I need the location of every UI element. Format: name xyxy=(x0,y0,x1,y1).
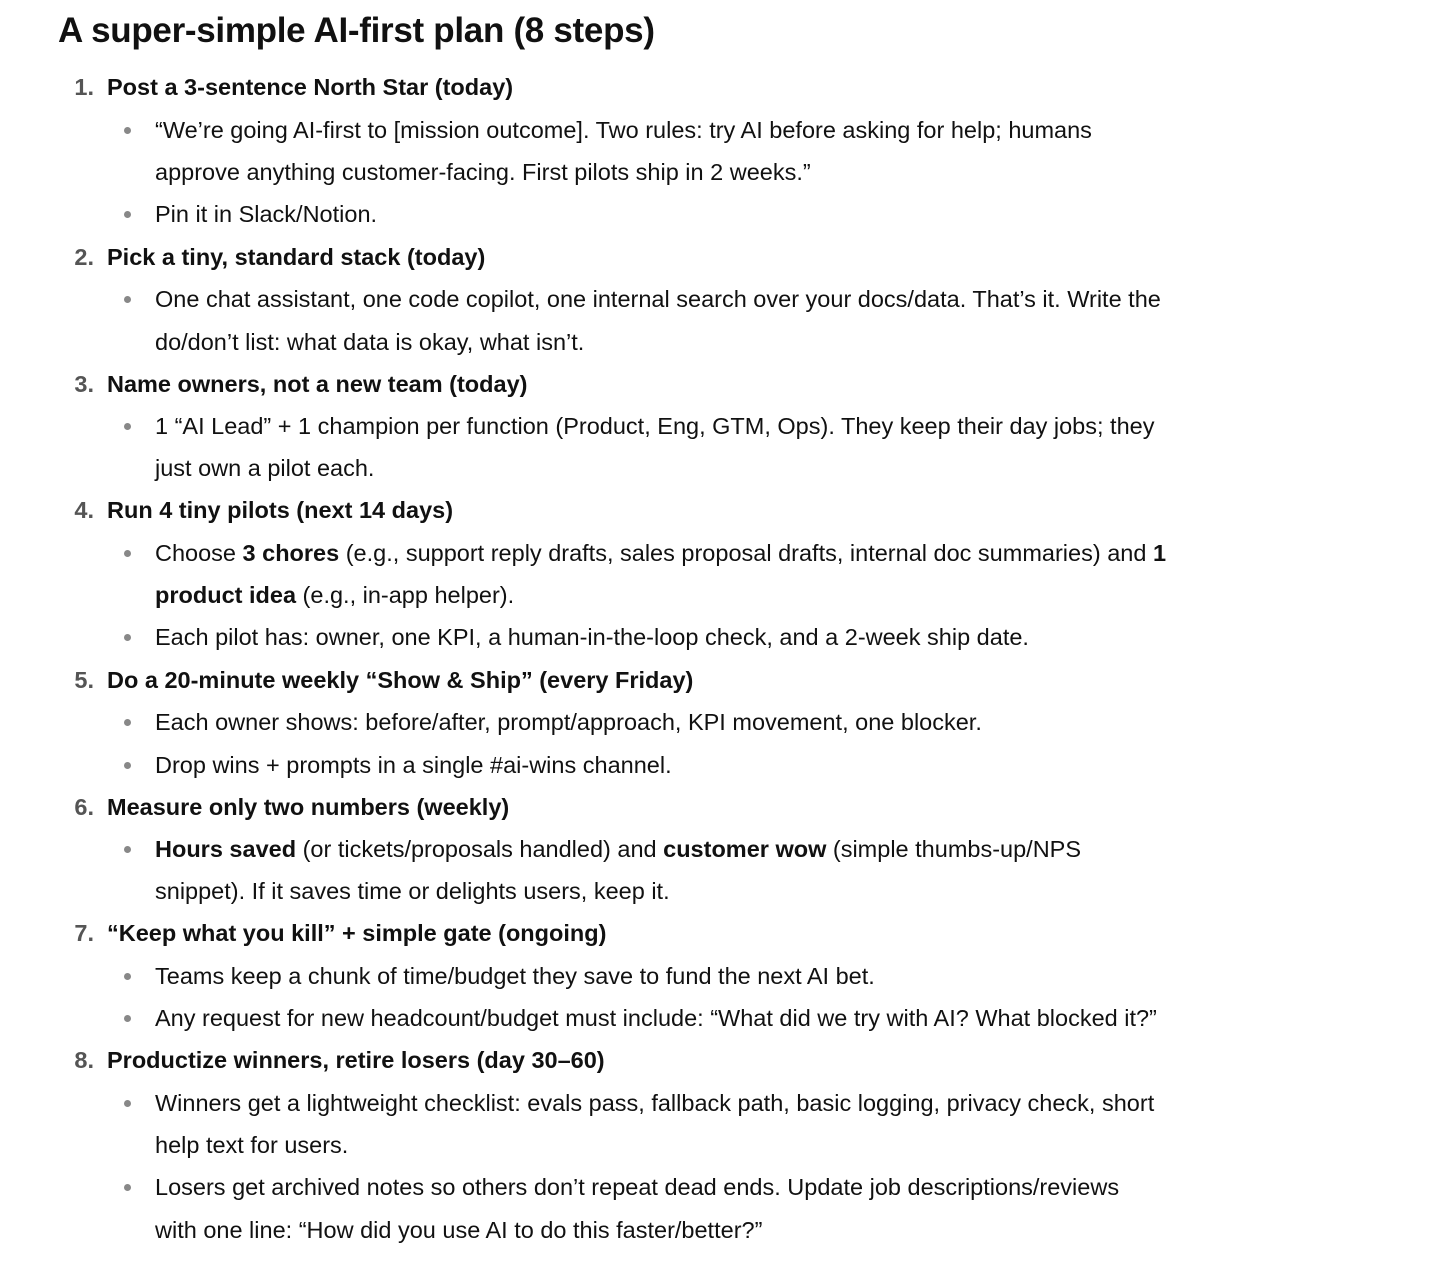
bullet-line: with one line: “How did you use AI to do this faster/better?” xyxy=(155,1217,763,1243)
bullet-icon xyxy=(124,1184,131,1191)
step-title: “Keep what you kill” + simple gate (ongoing) xyxy=(107,920,607,946)
bullet-line: Any request for new headcount/budget must include: “What did we try with AI? What blocked it?” xyxy=(155,1005,1157,1031)
bullet-line: snippet). If it saves time or delights users, keep it. xyxy=(155,878,670,904)
bullet-icon xyxy=(124,719,131,726)
bullet-icon xyxy=(124,1100,131,1107)
bullet-icon xyxy=(124,211,131,218)
bullet-line: One chat assistant, one code copilot, one internal search over your docs/data. That’s it. Write the xyxy=(155,286,1161,312)
step-title: Measure only two numbers (weekly) xyxy=(107,794,510,820)
step-number: 7. xyxy=(74,920,94,946)
step-number: 1. xyxy=(74,74,94,100)
bullet-icon xyxy=(124,973,131,980)
bullet-line: Pin it in Slack/Notion. xyxy=(155,201,378,227)
bullet-line: Losers get archived notes so others don’t repeat dead ends. Update job descriptions/reviews xyxy=(155,1174,1120,1200)
bullet-icon xyxy=(124,762,131,769)
bullet-line: do/don’t list: what data is okay, what isn’t. xyxy=(155,329,585,355)
step-number: 2. xyxy=(74,244,94,270)
bullet-icon xyxy=(124,550,131,557)
step-title: Post a 3-sentence North Star (today) xyxy=(107,74,514,100)
bullet-icon xyxy=(124,423,131,430)
bullet-line: just own a pilot each. xyxy=(155,455,375,481)
step-title: Name owners, not a new team (today) xyxy=(107,371,528,397)
bullet-icon xyxy=(124,634,131,641)
step-number: 8. xyxy=(74,1047,94,1073)
bullet-line: Each pilot has: owner, one KPI, a human-in-the-loop check, and a 2-week ship date. xyxy=(155,624,1029,650)
bullet-icon xyxy=(124,296,131,303)
bullet-line: Drop wins + prompts in a single #ai-wins channel. xyxy=(155,752,672,778)
bullet-line: Hours saved (or tickets/proposals handled) and customer wow (simple thumbs-up/NPS xyxy=(155,836,1082,862)
bullet-icon xyxy=(124,846,131,853)
step-number: 4. xyxy=(74,497,94,523)
bullet-icon xyxy=(124,127,131,134)
step-number: 3. xyxy=(74,371,94,397)
step-number: 6. xyxy=(74,794,94,820)
bullet-line: “We’re going AI-first to [mission outcome]. Two rules: try AI before asking for help; humans xyxy=(155,117,1092,143)
page-title: A super-simple AI-first plan (8 steps) xyxy=(58,11,655,50)
bullet-icon xyxy=(124,1015,131,1022)
bullet-line: Teams keep a chunk of time/budget they save to fund the next AI bet. xyxy=(155,963,875,989)
bullet-line: Choose 3 chores (e.g., support reply drafts, sales proposal drafts, internal doc summaries) and 1 xyxy=(155,540,1167,566)
bullet-line: Winners get a lightweight checklist: evals pass, fallback path, basic logging, privacy check, short xyxy=(155,1090,1155,1116)
bullet-line: approve anything customer-facing. First pilots ship in 2 weeks.” xyxy=(155,159,811,185)
step-title: Pick a tiny, standard stack (today) xyxy=(107,244,486,270)
bullet-line: help text for users. xyxy=(155,1132,349,1158)
bullet-line: product idea (e.g., in-app helper). xyxy=(155,582,515,608)
bullet-line: 1 “AI Lead” + 1 champion per function (Product, Eng, GTM, Ops). They keep their day jobs; they xyxy=(155,413,1155,439)
step-title: Productize winners, retire losers (day 30–60) xyxy=(107,1047,605,1073)
step-number: 5. xyxy=(74,667,94,693)
step-title: Do a 20-minute weekly “Show & Ship” (every Friday) xyxy=(107,667,694,693)
bullet-line: Each owner shows: before/after, prompt/approach, KPI movement, one blocker. xyxy=(155,709,982,735)
step-title: Run 4 tiny pilots (next 14 days) xyxy=(107,497,454,523)
